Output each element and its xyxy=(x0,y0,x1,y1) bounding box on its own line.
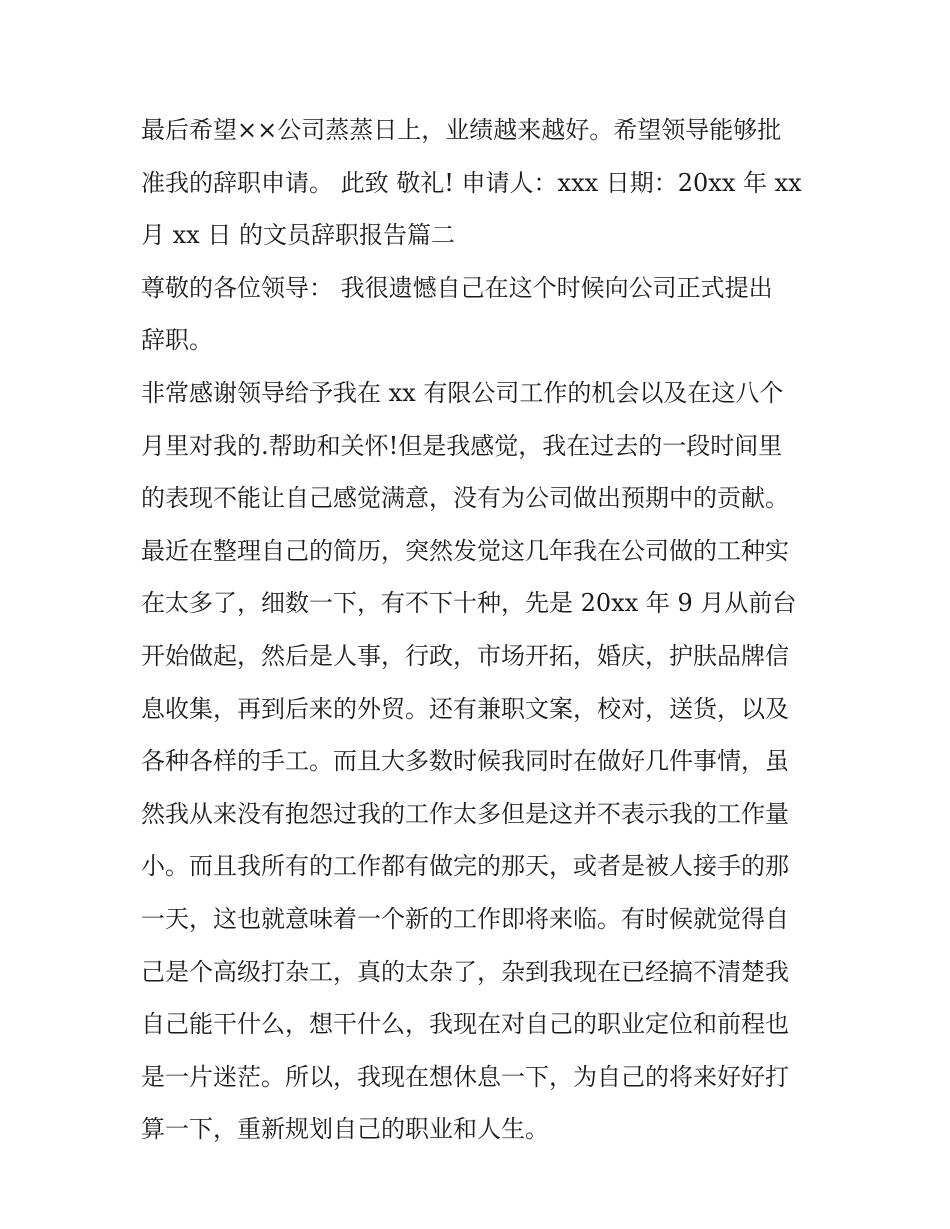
text-line: 各种各样的手工。而且大多数时候我同时在做好几件事情，虽 xyxy=(141,747,789,776)
text-line: 准我的辞职申请。 此致 敬礼! 申请人：xxx 日期：20xx 年 xx xyxy=(141,168,802,197)
text-line: 非常感谢领导给予我在 xx 有限公司工作的机会以及在这八个 xyxy=(141,378,784,407)
text-line: 尊敬的各位领导： 我很遗憾自己在这个时候向公司正式提出 xyxy=(141,273,773,302)
text-line: 然我从来没有抱怨过我的工作太多但是这并不表示我的工作量 xyxy=(141,799,789,828)
text-line: 月 xx 日 的文员辞职报告篇二 xyxy=(141,221,455,250)
text-line: 自己能干什么，想干什么，我现在对自己的职业定位和前程也 xyxy=(141,1010,789,1039)
text-line: 最后希望××公司蒸蒸日上，业绩越来越好。希望领导能够批 xyxy=(141,116,782,144)
text-line: 算一下，重新规划自己的职业和人生。 xyxy=(141,1115,549,1144)
text-line: 开始做起，然后是人事，行政，市场开拓，婚庆，护肤品牌信 xyxy=(141,641,789,670)
text-line: 最近在整理自己的简历，突然发觉这几年我在公司做的工种实 xyxy=(141,536,789,565)
text-line: 在太多了，细数一下，有不下十种，先是 20xx 年 9 月从前台 xyxy=(141,589,797,618)
text-line: 一天，这也就意味着一个新的工作即将来临。有时候就觉得自 xyxy=(141,904,789,933)
text-line: 息收集，再到后来的外贸。还有兼职文案，校对，送货，以及 xyxy=(141,694,789,723)
text-line: 己是个高级打杂工，真的太杂了，杂到我现在已经搞不清楚我 xyxy=(141,957,789,986)
text-line: 小。而且我所有的工作都有做完的那天，或者是被人接手的那 xyxy=(141,852,789,881)
text-line: 是一片迷茫。所以，我现在想休息一下，为自己的将来好好打 xyxy=(141,1062,789,1091)
text-line: 月里对我的.帮助和关怀!但是我感觉，我在过去的一段时间里 xyxy=(141,431,783,460)
text-line: 辞职。 xyxy=(141,326,213,355)
text-line: 的表现不能让自己感觉满意，没有为公司做出预期中的贡献。 xyxy=(141,484,789,513)
document-body xyxy=(141,104,813,1156)
